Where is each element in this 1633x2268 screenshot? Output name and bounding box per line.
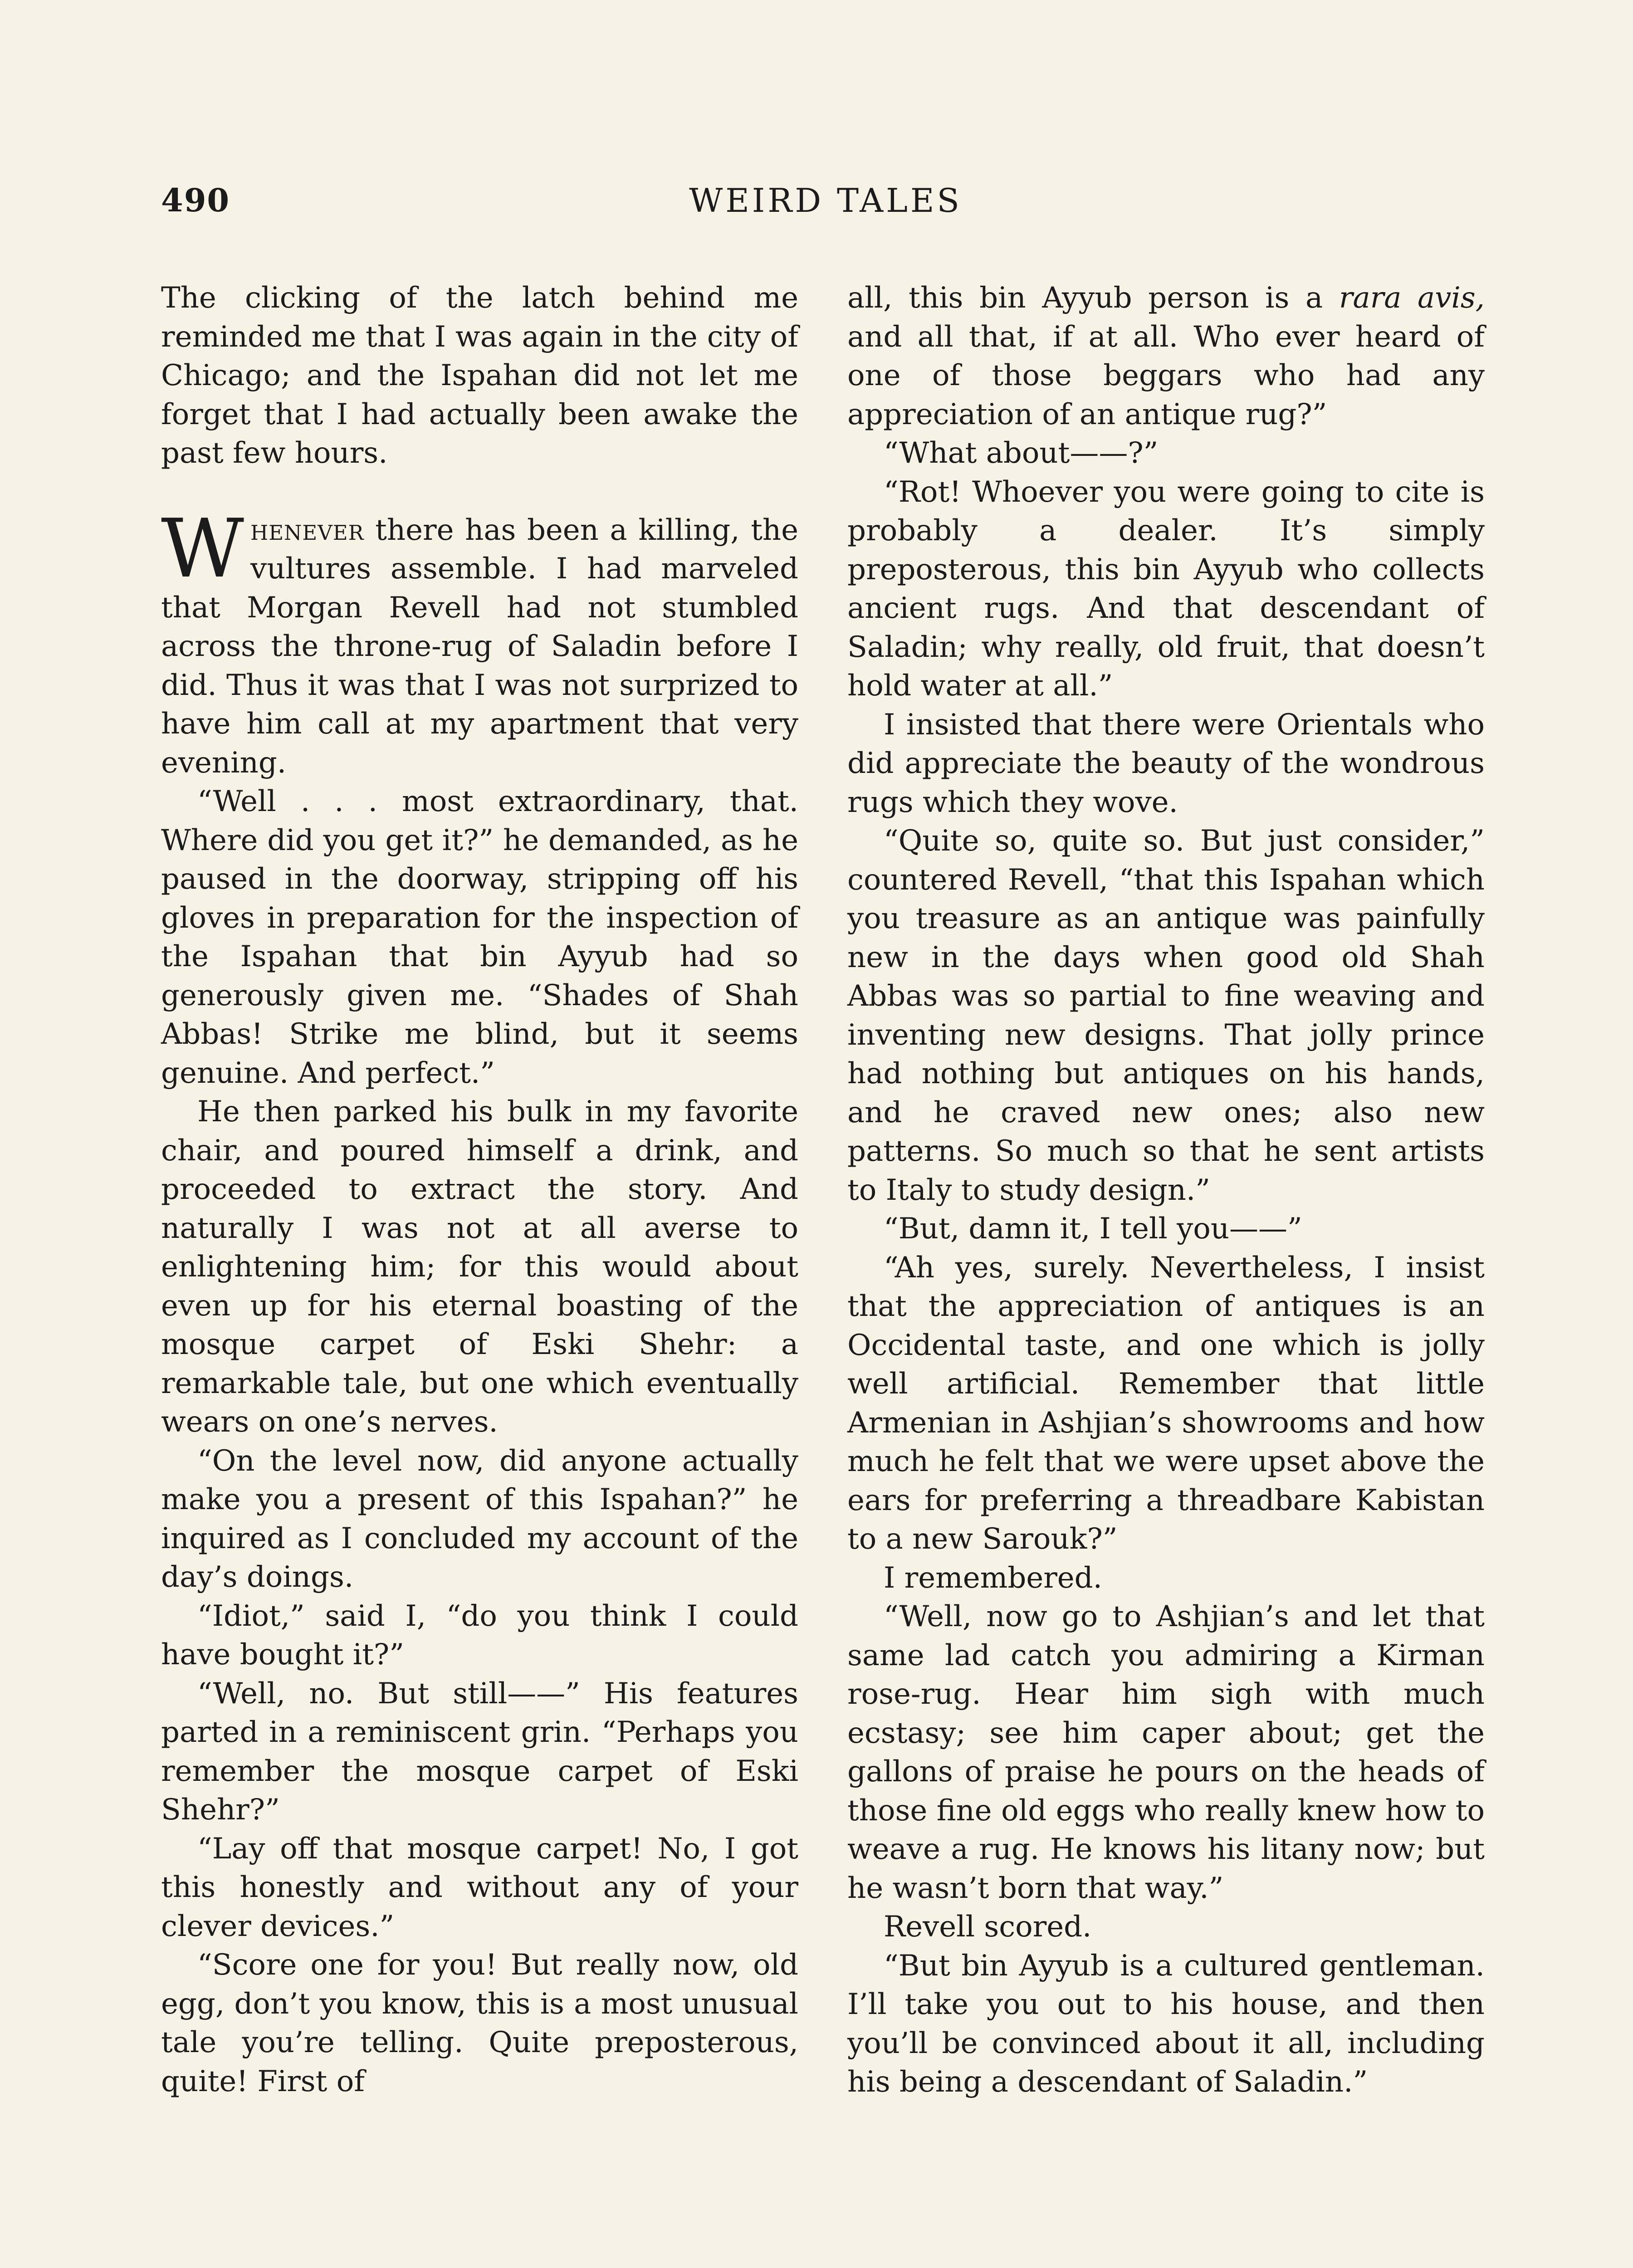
page-header bbox=[161, 181, 1490, 231]
left-column bbox=[161, 279, 798, 2101]
paragraph: “But bin Ayyub is a cultured gentleman. I’ll take you out to his house, and then you’ll be convinced about it all, including his being a descendant of Saladin.” bbox=[847, 1949, 1485, 2099]
paragraph-text: there has been a killing, the vultures assemble. I had marveled that Morgan Revell had not stumbled across the throne-rug of Saladin before I did. Thus it was that I was not surprized to have him call at my apartment that very evening. bbox=[161, 513, 798, 780]
right-column bbox=[847, 279, 1485, 2102]
paragraph: “Well . . . most extraordinary, that. Where did you get it?” he demanded, as he paused in the doorway, stripping off his gloves in preparation for the inspection of the Ispahan that bin Ayyub had so generously given me. “Shades of Shah Abbas! Strike me blind, but it seems genuine. And perfect.” bbox=[161, 785, 798, 1090]
drop-cap: W bbox=[161, 501, 244, 596]
paragraph: “Well, now go to Ashjian’s and let that same lad catch you admiring a Kirman rose-rug. Hear him sigh with much ecstasy; see him caper about; get the gallons of praise he pours on the heads of those fine old eggs who really knew how to weave a rug. He knows his litany now; but he wasn’t born that way.” bbox=[847, 1600, 1485, 1905]
paragraph: “Score one for you! But really now, old egg, don’t you know, this is a most unusual tale you’re telling. Quite preposterous, quite! First of bbox=[161, 1948, 798, 2098]
paragraph: “Ah yes, surely. Nevertheless, I insist that the appreciation of antiques is an Occidental taste, and one which is jolly well artificial. Remember that little Armenian in Ashjian’s showrooms and how much he felt that we were upset above the ears for preferring a threadbare Kabistan to a new Sarouk?” bbox=[847, 1251, 1485, 1556]
paragraph: Revell scored. bbox=[884, 1910, 1092, 1944]
paragraph: “Lay off that mosque carpet! No, I got this honestly and without any of your clever devices.” bbox=[161, 1832, 798, 1943]
paragraph: “On the level now, did anyone actually make you a present of this Ispahan?” he inquired as I concluded my account of the day’s doings. bbox=[161, 1444, 798, 1594]
paragraph: “But, damn it, I tell you——” bbox=[884, 1212, 1302, 1246]
paragraph: I insisted that there were Orientals who did appreciate the beauty of the wondrous rugs which they wove. bbox=[847, 708, 1485, 819]
paragraph bbox=[847, 279, 1485, 434]
paragraph: “What about——?” bbox=[884, 436, 1159, 470]
paragraph: “Rot! Whoever you were going to cite is probably a dealer. It’s simply preposterous, this bin Ayyub who collects ancient rugs. And that descendant of Saladin; why really, old fruit, that doesn’t hold water at all.” bbox=[847, 475, 1485, 703]
paragraph: The clicking of the latch behind me reminded me that I was again in the city of Chicago; and the Ispahan did not let me forget that I had actually been awake the past few hours. bbox=[161, 281, 798, 470]
small-caps-lead: henever bbox=[250, 513, 364, 547]
paragraph-text: and all that, if at all. Who ever heard of one of those beggars who had any appreciation of an antique rug?” bbox=[847, 320, 1485, 431]
paragraph: I remembered. bbox=[884, 1561, 1102, 1595]
page-number: 490 bbox=[161, 181, 230, 219]
paragraph-text: all, this bin Ayyub person is a bbox=[847, 281, 1339, 315]
running-head: WEIRD TALES bbox=[689, 181, 962, 220]
section-opening-paragraph bbox=[161, 501, 798, 783]
paragraph: He then parked his bulk in my favorite chair, and poured himself a drink, and proceeded to extract the story. And naturally I was not at all averse to enlightening him; for this would about even up for his eternal boasting of the mosque carpet of Eski Shehr: a remarkable tale, but one which eventually wears on one’s nerves. bbox=[161, 1095, 798, 1439]
paragraph: “Idiot,” said I, “do you think I could have bought it?” bbox=[161, 1599, 798, 1672]
italic-phrase: rara avis, bbox=[1339, 281, 1485, 315]
paragraph: “Quite so, quite so. But just consider,” countered Revell, “that this Ispahan which you treasure as an antique was painfully new in the days when good old Shah Abbas was so partial to fine weaving and inventing new designs. That jolly prince had nothing but antiques on his hands, and he craved new ones; also new patterns. So much so that he sent artists to Italy to study design.” bbox=[847, 824, 1485, 1207]
paragraph: “Well, no. But still——” His features parted in a reminiscent grin. “Perhaps you remember the mosque carpet of Eski Shehr?” bbox=[161, 1677, 798, 1827]
